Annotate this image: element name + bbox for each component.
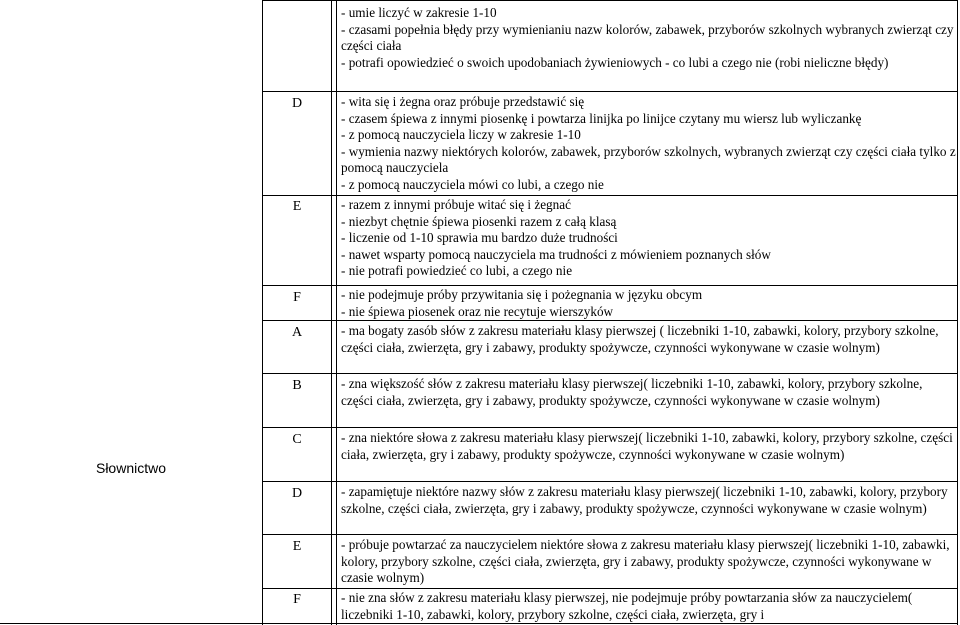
category-label: Słownictwo <box>95 460 167 476</box>
grade-letter: C <box>292 432 302 447</box>
grade-letter: B <box>292 378 302 393</box>
criteria-text: - umie liczyć w zakresie 1-10 - czasami popełnia błędy przy wymienianiu nazw kolorów, zabawek, przyborów szkolnych wybranych zwierząt czy części ciała - potrafi opowiedzieć o swoich upodobaniach żywieniowych - co lubi a czego nie (robi nieliczne błędy) <box>341 5 954 70</box>
row-divider <box>262 534 958 535</box>
criteria-text: - zapamiętuje niektóre nazwy słów z zakresu materiału klasy pierwszej( liczebniki 1-10, zabawki, kolory, przybory szkolne, części ciała, zwierzęta, gry i zabawy, produkty spożywcze, czynności wykonywane w czasie wolnym) <box>341 484 948 516</box>
grade-letter: F <box>293 592 301 607</box>
criteria-text: - zna większość słów z zakresu materiału klasy pierwszej( liczebniki 1-10, zabawki, kolory, przybory szkolne, części ciała, zwierzęta, gry i zabawy, produkty spożywcze, czynności wykonywane w czasie wolnym) <box>341 376 923 408</box>
grade-letter: D <box>291 96 303 111</box>
row-divider <box>262 195 958 196</box>
criteria-text: - razem z innymi próbuje witać się i żegnać - niezbyt chętnie śpiewa piosenki razem z całą klasą - liczenie od 1-10 sprawia mu bardzo duże trudności - nawet wsparty pomocą nauczyciela ma trudności z mówieniem poznanych słów - nie potrafi powiedzieć co lubi, a czego nie <box>341 197 771 279</box>
column-divider <box>336 0 337 625</box>
criteria-text: - nie zna słów z zakresu materiału klasy pierwszej, nie podejmuje próby powtarzania słów za nauczycielem( liczebniki 1-10, zabawki, kolory, przybory szkolne, części ciała, zwierzęta, gry i <box>341 590 913 622</box>
row-divider <box>262 91 958 92</box>
row-divider <box>262 373 958 374</box>
grade-letter: E <box>292 199 302 214</box>
criteria-text: - próbuje powtarzać za nauczycielem niektóre słowa z zakresu materiału klasy pierwszej( liczebniki 1-10, zabawki, kolory, przybory szkolne, części ciała, zwierzęta, gry i zabawy, produkty spożywcze, czynności wykonywane w czasie wolnym) <box>341 537 950 586</box>
grade-letter: F <box>293 290 301 305</box>
grade-letter: E <box>292 539 302 554</box>
grade-letter: D <box>291 486 303 501</box>
grade-letter: A <box>291 325 303 340</box>
column-divider <box>262 0 263 625</box>
column-divider <box>957 0 958 625</box>
criteria-text: - nie podejmuje próby przywitania się i pożegnania w języku obcym - nie śpiewa piosenek oraz nie recytuje wierszyków <box>341 287 703 319</box>
row-divider <box>262 427 958 428</box>
row-divider <box>262 0 958 1</box>
row-divider <box>262 285 958 286</box>
criteria-text: - ma bogaty zasób słów z zakresu materiału klasy pierwszej ( liczebniki 1-10, zabawki, kolory, przybory szkolne, części ciała, zwierzęta, gry i zabawy, produkty spożywcze, czynności wykonywane w czasie wolnym) <box>341 323 939 355</box>
criteria-text: - zna niektóre słowa z zakresu materiału klasy pierwszej( liczebniki 1-10, zabawki, kolory, przybory szkolne, części ciała, zwierzęta, gry i zabawy, produkty spożywcze, czynności wykonywane w czasie wolnym) <box>341 430 953 462</box>
criteria-text: - wita się i żegna oraz próbuje przedstawić się - czasem śpiewa z innymi piosenkę i powtarza linijka po linijce czytany mu wiersz lub wyliczankę - z pomocą nauczyciela liczy w zakresie 1-10 - wymienia nazwy niektórych kolorów, zabawek, przyborów szkolnych, wybranych zwierząt czy części ciała tylko z pomocą nauczyciela - z pomocą nauczyciela mówi co lubi, a czego nie <box>341 94 956 192</box>
row-divider <box>262 481 958 482</box>
row-divider <box>262 588 958 589</box>
column-divider <box>331 0 332 625</box>
